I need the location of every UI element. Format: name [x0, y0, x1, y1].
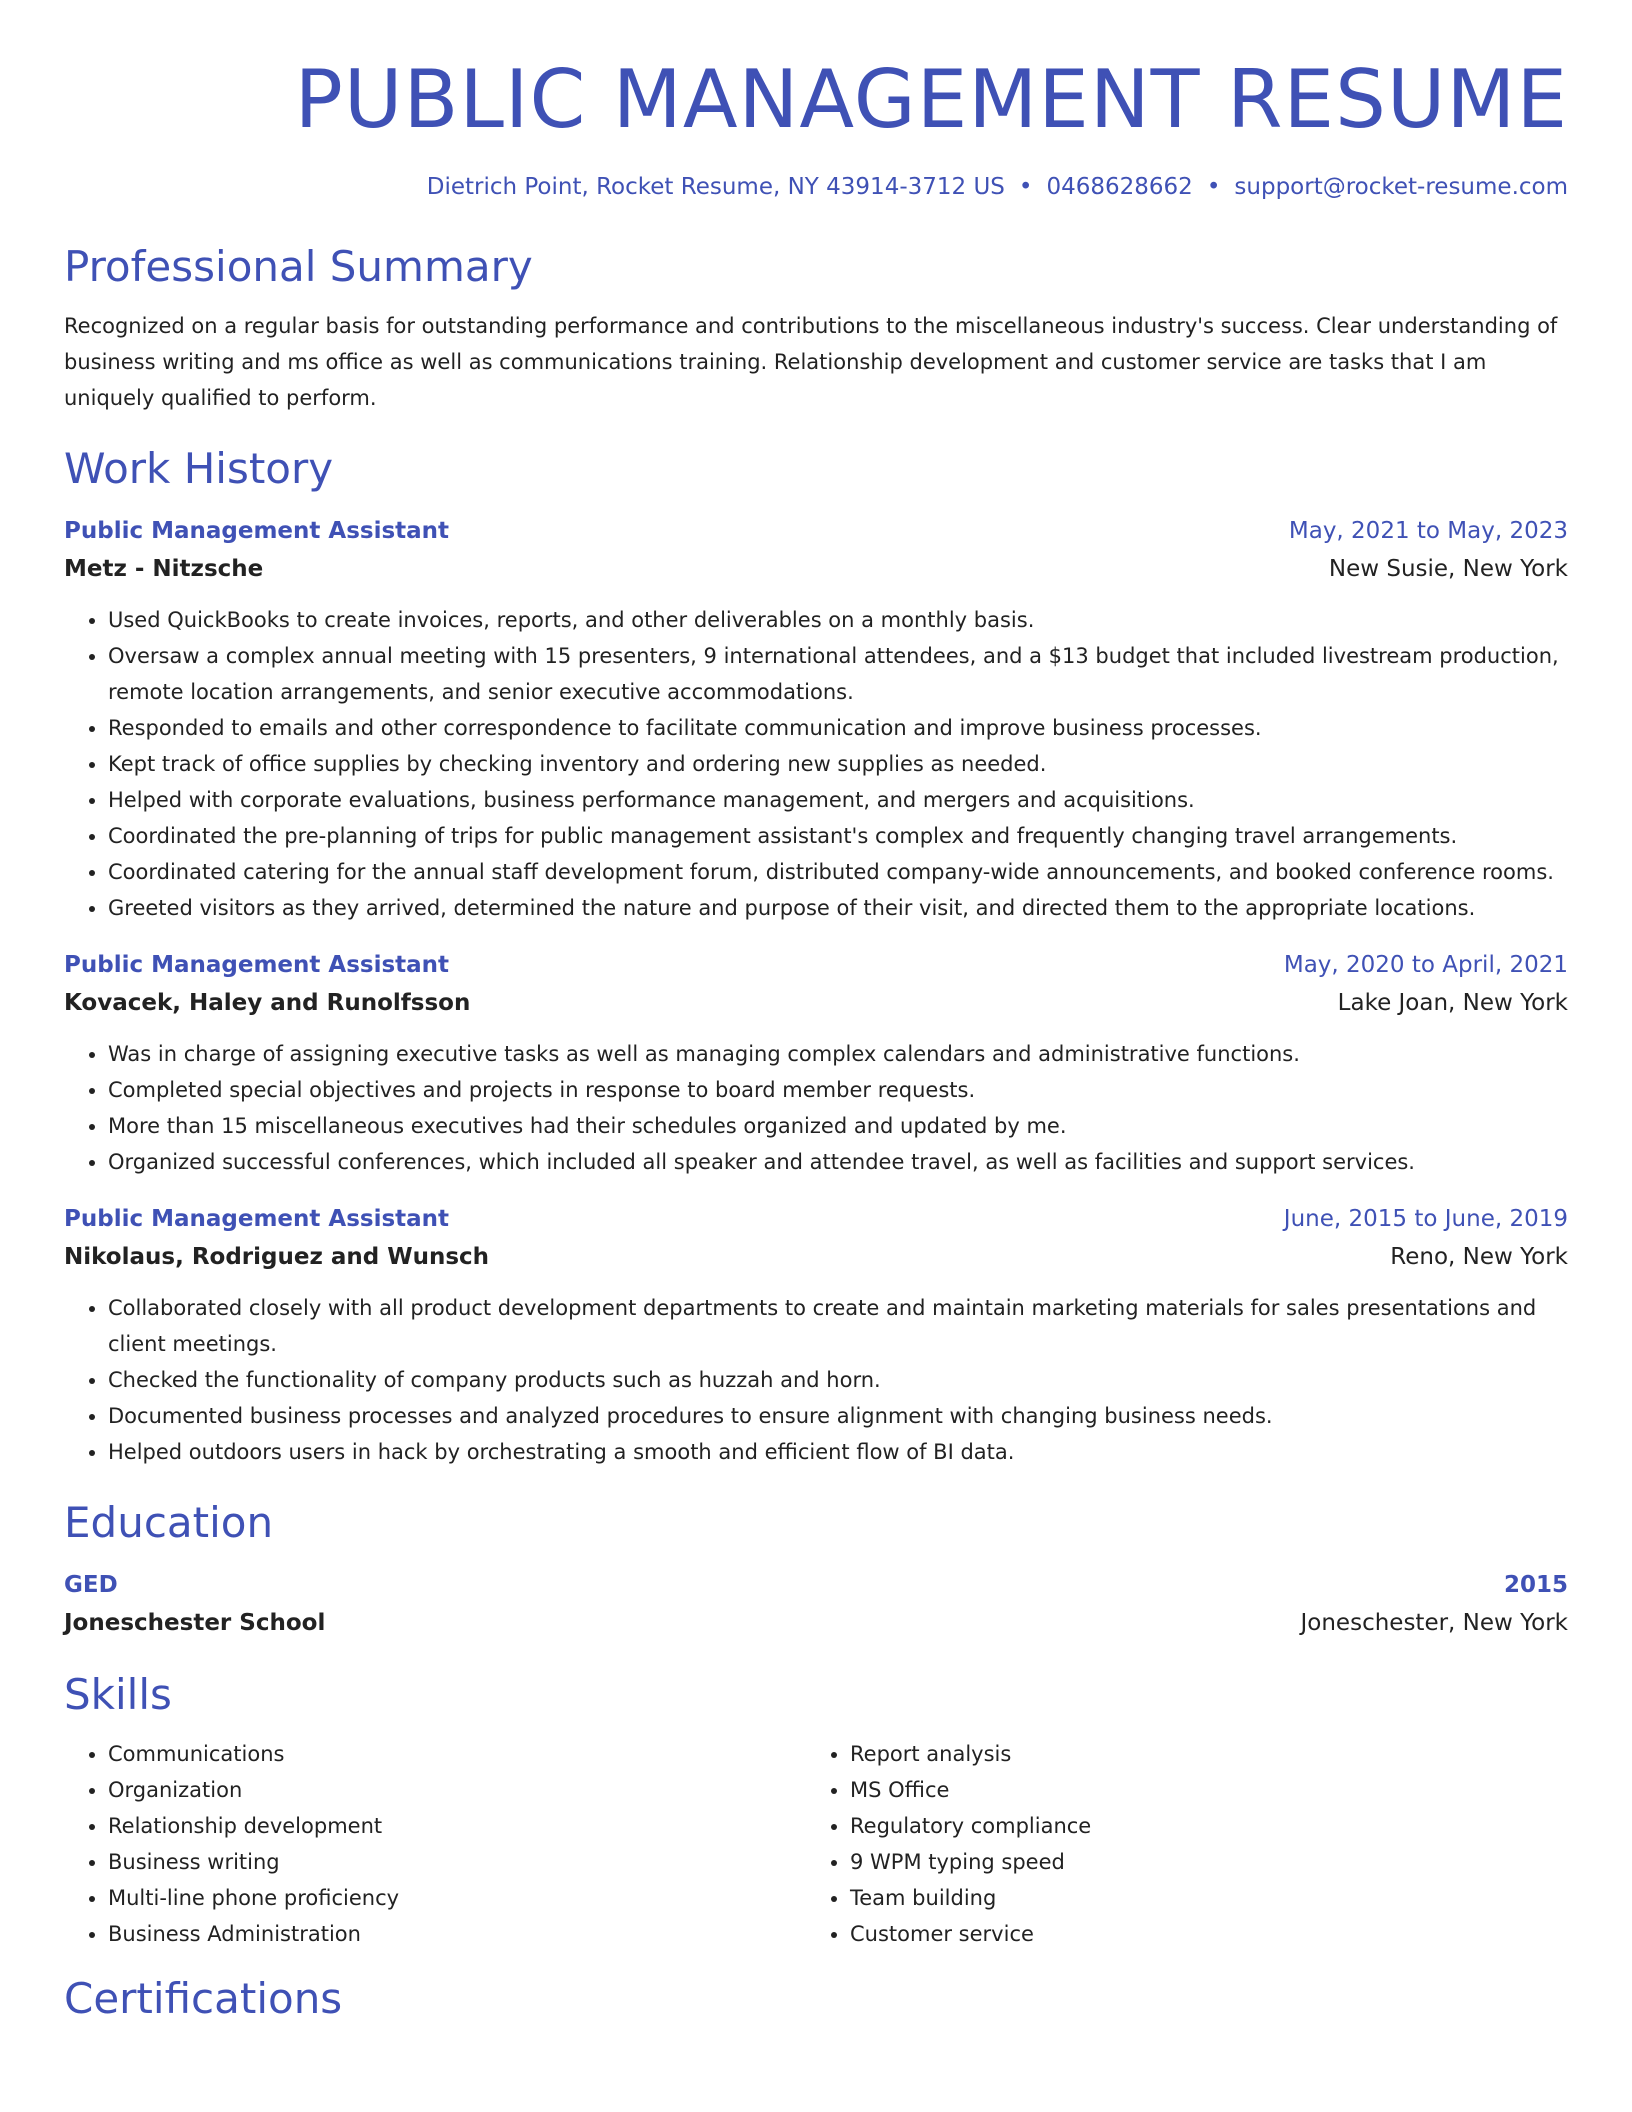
job-bullet: • Coordinated the pre-planning of trips for public management assistant's complex and frequently changing travel arrangements.	[108, 818, 1568, 854]
skills-list	[64, 1736, 1568, 1952]
skills-column-right	[806, 1736, 1548, 1952]
job-header	[64, 512, 1568, 550]
skill-item: • Organization	[108, 1772, 806, 1808]
contact-address: Dietrich Point, Rocket Resume, NY 43914-3712 US	[426, 174, 1005, 200]
skills-heading: Skills	[64, 1670, 172, 1719]
skills-column-left	[64, 1736, 806, 1952]
job-bullet: • Kept track of office supplies by checking inventory and ordering new supplies as needed.	[108, 746, 1568, 782]
job-subheader	[64, 1238, 1568, 1276]
job-bullet: • Checked the functionality of company products such as huzzah and horn.	[108, 1362, 1568, 1398]
job-title: Public Management Assistant	[64, 1206, 450, 1232]
job-title: Public Management Assistant	[64, 518, 450, 544]
contact-phone: 0468628662	[1046, 174, 1193, 200]
job-bullet: • Organized successful conferences, which included all speaker and attendee travel, as well as facilities and support services.	[108, 1144, 1568, 1180]
job-dates: June, 2015 to June, 2019	[1283, 1206, 1568, 1232]
job-bullet: • Oversaw a complex annual meeting with 15 presenters, 9 international attendees, and a $13 budget that included livestream production, remote location arrangements, and senior executive accommodations.	[108, 638, 1568, 710]
job-bullet: • Helped with corporate evaluations, business performance management, and mergers and acquisitions.	[108, 782, 1568, 818]
summary-text: Recognized on a regular basis for outstanding performance and contributions to the miscellaneous industry's success. Clear understanding of business writing and ms office as well as communications training. Relationship development and customer service are tasks that I am uniquely qualified to perform.	[64, 314, 1558, 410]
skill-item: • Multi-line phone proficiency	[108, 1880, 806, 1916]
skill-item: • 9 WPM typing speed	[850, 1844, 1548, 1880]
job-entry	[64, 946, 1568, 1180]
job-bullets	[64, 1290, 1568, 1470]
job-bullet: • Completed special objectives and projects in response to board member requests.	[108, 1072, 1568, 1108]
job-list	[64, 512, 1568, 1470]
job-bullet: • Used QuickBooks to create invoices, reports, and other deliverables on a monthly basis.	[108, 602, 1568, 638]
job-bullet: • Was in charge of assigning executive tasks as well as managing complex calendars and administrative functions.	[108, 1036, 1568, 1072]
contact-line	[64, 174, 1568, 200]
education-year: 2015	[1503, 1572, 1568, 1598]
contact-separator: •	[1018, 174, 1033, 200]
job-bullets	[64, 1036, 1568, 1180]
skill-item: • Regulatory compliance	[850, 1808, 1548, 1844]
education-entry	[64, 1566, 1568, 1642]
education-location: Joneschester, New York	[1300, 1610, 1568, 1636]
job-bullet: • Responded to emails and other correspondence to facilitate communication and improve business processes.	[108, 710, 1568, 746]
certifications-heading: Certifications	[64, 1974, 343, 2023]
job-dates: May, 2021 to May, 2023	[1288, 518, 1568, 544]
resume-title: PUBLIC MANAGEMENT RESUME	[294, 53, 1568, 146]
job-subheader	[64, 550, 1568, 588]
job-company: Nikolaus, Rodriguez and Wunsch	[64, 1244, 490, 1270]
skill-item: • Report analysis	[850, 1736, 1548, 1772]
skill-item: • Team building	[850, 1880, 1548, 1916]
job-bullet: • Coordinated catering for the annual staff development forum, distributed company-wide announcements, and booked conference rooms.	[108, 854, 1568, 890]
education-school: Joneschester School	[64, 1610, 326, 1636]
job-company: Metz - Nitzsche	[64, 556, 264, 582]
job-entry	[64, 1200, 1568, 1470]
skill-item: • Relationship development	[108, 1808, 806, 1844]
job-location: Lake Joan, New York	[1337, 990, 1568, 1016]
job-header	[64, 1200, 1568, 1238]
work-history-heading: Work History	[64, 444, 334, 493]
job-title: Public Management Assistant	[64, 952, 450, 978]
resume-page	[64, 0, 1568, 2022]
job-entry	[64, 512, 1568, 926]
job-dates: May, 2020 to April, 2021	[1283, 952, 1568, 978]
job-company: Kovacek, Haley and Runolfsson	[64, 990, 471, 1016]
job-location: New Susie, New York	[1328, 556, 1568, 582]
job-subheader	[64, 984, 1568, 1022]
education-subheader	[64, 1604, 1568, 1642]
contact-separator: •	[1206, 174, 1221, 200]
job-bullet: • More than 15 miscellaneous executives had their schedules organized and updated by me.	[108, 1108, 1568, 1144]
skill-item: • Business Administration	[108, 1916, 806, 1952]
education-heading: Education	[64, 1498, 274, 1547]
summary-heading: Professional Summary	[64, 242, 533, 291]
education-header	[64, 1566, 1568, 1604]
job-bullet: • Collaborated closely with all product development departments to create and maintain marketing materials for sales presentations and client meetings.	[108, 1290, 1568, 1362]
job-header	[64, 946, 1568, 984]
job-bullets	[64, 602, 1568, 926]
job-location: Reno, New York	[1390, 1244, 1568, 1270]
skill-item: • Customer service	[850, 1916, 1548, 1952]
contact-email[interactable]: support@rocket-resume.com	[1234, 174, 1568, 200]
education-degree: GED	[64, 1572, 118, 1598]
job-bullet: • Documented business processes and analyzed procedures to ensure alignment with changing business needs.	[108, 1398, 1568, 1434]
job-bullet: • Helped outdoors users in hack by orchestrating a smooth and efficient flow of BI data.	[108, 1434, 1568, 1470]
skill-item: • Communications	[108, 1736, 806, 1772]
skill-item: • Business writing	[108, 1844, 806, 1880]
skill-item: • MS Office	[850, 1772, 1548, 1808]
job-bullet: • Greeted visitors as they arrived, determined the nature and purpose of their visit, and directed them to the appropriate locations.	[108, 890, 1568, 926]
